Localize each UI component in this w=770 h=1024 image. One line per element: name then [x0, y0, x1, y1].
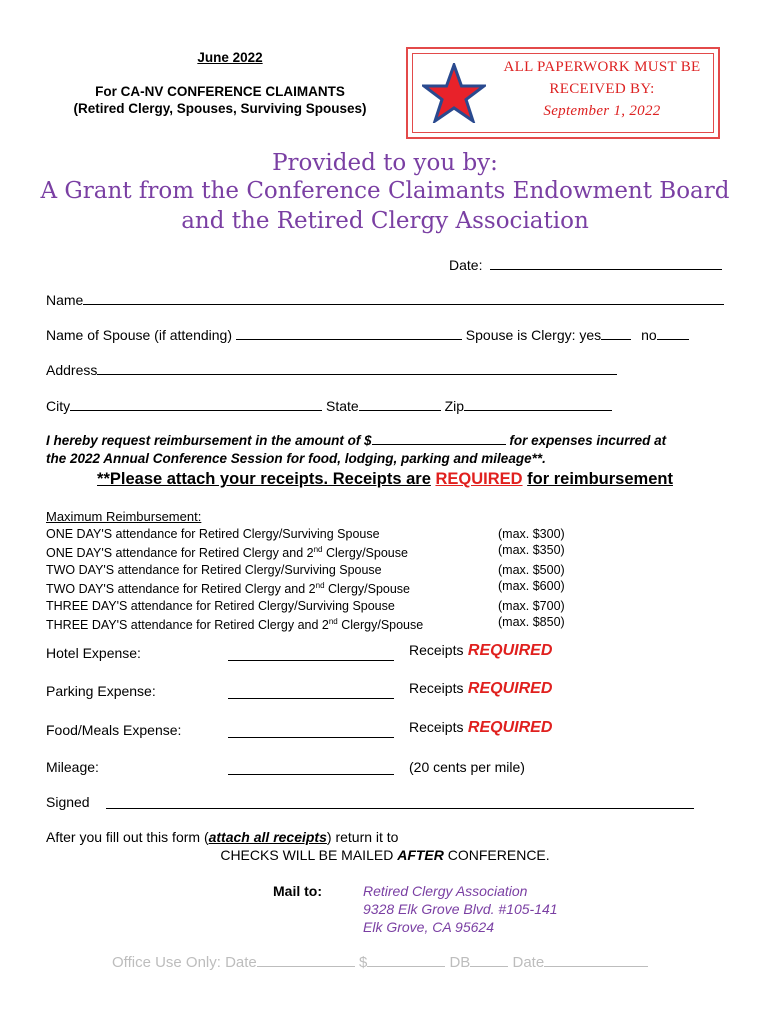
name-label: Name — [46, 292, 84, 308]
office-db-line[interactable] — [470, 954, 508, 967]
request-part2: for expenses incurred at — [509, 433, 667, 448]
max-row — [46, 614, 586, 634]
city-input-line[interactable] — [70, 398, 322, 411]
title-line1: Provided to you by: — [272, 150, 498, 176]
max-row-desc-end: Clergy/Spouse — [337, 618, 424, 633]
signed-label: Signed — [46, 794, 90, 810]
star-icon — [422, 63, 486, 123]
max-row-desc: THREE DAY'S attendance for Retired Clergy and 2 — [46, 618, 329, 633]
food-label: Food/Meals Expense: — [46, 722, 182, 738]
office-dollar-label: $ — [358, 954, 368, 971]
mileage-input-line[interactable] — [228, 761, 394, 775]
notice-line1: ALL PAPERWORK MUST BE — [503, 59, 701, 75]
header-date: June 2022 — [197, 50, 263, 65]
mileage-label: Mileage: — [46, 759, 99, 775]
amount-input-line[interactable] — [372, 433, 506, 445]
header-line2: (Retired Clergy, Spouses, Surviving Spouses) — [73, 101, 367, 116]
required-label: REQUIRED — [467, 719, 553, 736]
address-input-line[interactable] — [97, 362, 617, 375]
receipts-label: Receipts — [409, 680, 464, 696]
attach-prefix: **Please attach your receipts. Receipts are — [97, 470, 431, 488]
request-part1: I hereby request reimbursement in the amount of $ — [46, 433, 372, 448]
state-label: State — [326, 398, 359, 414]
parking-receipts-note — [409, 680, 552, 698]
signature-line[interactable] — [106, 795, 694, 809]
max-table — [46, 526, 586, 634]
return-instructions — [46, 829, 398, 845]
state-input-line[interactable] — [359, 398, 441, 411]
checks-prefix: CHECKS WILL BE MAILED — [220, 847, 394, 863]
address-field — [46, 362, 617, 378]
zip-label: Zip — [444, 398, 465, 414]
zip-input-line[interactable] — [464, 398, 612, 411]
receipts-label: Receipts — [409, 719, 464, 735]
office-db-label: DB — [449, 954, 471, 971]
attach-suffix: for reimbursement — [527, 470, 673, 488]
max-row-sup: nd — [315, 581, 325, 591]
checks-after: AFTER — [397, 847, 444, 863]
city-state-zip-field — [46, 398, 612, 414]
spouse-input-line[interactable] — [236, 327, 462, 340]
name-input-line[interactable] — [83, 292, 724, 305]
food-receipts-note — [409, 719, 552, 737]
max-row-desc: TWO DAY'S attendance for Retired Clergy and 2 — [46, 582, 316, 597]
max-row-amount: (max. $600) — [498, 579, 565, 594]
office-date2-line[interactable] — [544, 954, 648, 967]
parking-label: Parking Expense: — [46, 683, 156, 699]
required-label: REQUIRED — [467, 680, 553, 697]
hotel-receipts-note — [409, 642, 552, 660]
address-label: Address — [46, 362, 98, 378]
max-row-amount: (max. $350) — [498, 543, 565, 558]
deadline-notice-box — [406, 47, 720, 139]
office-date-label: Office Use Only: Date — [112, 954, 257, 971]
checks-notice — [0, 847, 770, 863]
mail-to-label: Mail to: — [273, 883, 322, 899]
max-row-desc-end: Clergy/Spouse — [324, 582, 411, 597]
max-row-amount: (max. $300) — [498, 527, 565, 541]
spouse-no-line[interactable] — [657, 327, 689, 340]
notice-line2: RECEIVED BY: — [549, 81, 655, 97]
return-prefix: After you fill out this form ( — [46, 829, 209, 845]
max-row-sup: nd — [313, 545, 323, 555]
checks-suffix: CONFERENCE. — [447, 847, 550, 863]
max-row — [46, 598, 586, 614]
spouse-label: Name of Spouse (if attending) — [46, 327, 232, 343]
return-suffix: ) return it to — [326, 829, 399, 845]
max-row-desc-end: Clergy/Spouse — [322, 546, 408, 561]
spouse-field — [46, 327, 689, 343]
max-row-desc: TWO DAY'S attendance for Retired Clergy/Surviving Spouse — [46, 562, 382, 577]
max-row — [46, 578, 586, 598]
hotel-label: Hotel Expense: — [46, 645, 141, 661]
spouse-clergy-label: Spouse is Clergy: yes — [465, 327, 602, 343]
max-heading: Maximum Reimbursement: — [46, 509, 202, 524]
notice-deadline: September 1, 2022 — [543, 103, 661, 119]
max-row — [46, 542, 586, 562]
mileage-note: (20 cents per mile) — [409, 759, 525, 775]
title-line3: and the Retired Clergy Association — [181, 208, 589, 234]
required-label: REQUIRED — [467, 642, 553, 659]
date-input-line[interactable] — [490, 257, 722, 270]
office-amount-line[interactable] — [367, 954, 445, 967]
request-line2: the 2022 Annual Conference Session for food, lodging, parking and mileage**. — [46, 451, 546, 466]
date-label: Date: — [449, 257, 483, 273]
max-row — [46, 526, 586, 542]
max-row-amount: (max. $500) — [498, 562, 565, 577]
attach-receipts-notice — [0, 470, 770, 489]
receipts-label: Receipts — [409, 642, 464, 658]
office-date2-label: Date — [512, 954, 545, 971]
mail-address-line1: Retired Clergy Association — [363, 883, 528, 899]
office-date-line[interactable] — [257, 954, 355, 967]
max-row-desc: THREE DAY'S attendance for Retired Clergy/Surviving Spouse — [46, 598, 395, 613]
mail-address-line3: Elk Grove, CA 95624 — [363, 919, 494, 935]
header-line1: For CA-NV CONFERENCE CLAIMANTS — [95, 84, 345, 99]
date-field — [449, 257, 722, 273]
max-row-amount: (max. $700) — [498, 598, 565, 613]
parking-input-line[interactable] — [228, 685, 394, 699]
max-row-amount: (max. $850) — [498, 615, 565, 630]
spouse-yes-line[interactable] — [601, 327, 631, 340]
name-field — [46, 292, 724, 308]
attach-required: REQUIRED — [435, 470, 523, 488]
hotel-input-line[interactable] — [228, 647, 394, 661]
city-label: City — [46, 398, 71, 414]
title-line2: A Grant from the Conference Claimants Endowment Board — [40, 178, 730, 204]
max-row-sup: nd — [328, 617, 338, 627]
max-row-desc: ONE DAY'S attendance for Retired Clergy/Surviving Spouse — [46, 527, 380, 541]
max-row-desc: ONE DAY'S attendance for Retired Clergy and 2 — [46, 546, 314, 561]
request-statement — [46, 433, 666, 448]
food-input-line[interactable] — [228, 724, 394, 738]
spouse-no-label: no — [641, 327, 657, 343]
return-attach: attach all receipts — [208, 829, 327, 845]
mail-address-line2: 9328 Elk Grove Blvd. #105-141 — [363, 901, 558, 917]
office-use-row — [112, 954, 648, 971]
max-row — [46, 562, 586, 578]
